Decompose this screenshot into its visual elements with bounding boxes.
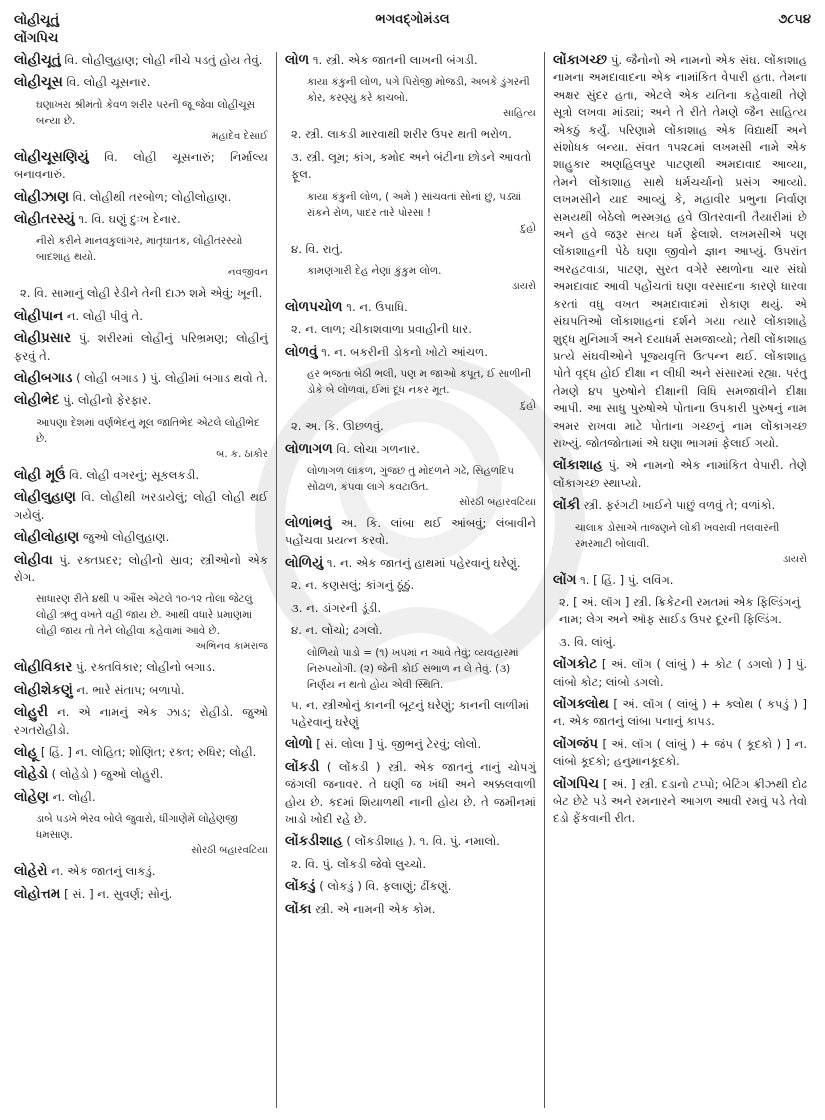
definition: ૧. વિ. ઘણું દુઃખ દેનાર. (78, 212, 181, 227)
entry-line (285, 736, 536, 753)
entry-line (553, 696, 807, 731)
quotation-source: સોરઠી બહારવટિયા (191, 845, 268, 857)
definition: વિ. લોહીથી તરબોળ; લોહીલોહાણ. (72, 189, 232, 204)
headword: લોળાગળ (285, 440, 333, 457)
definition: વિ. લોહીલુહાણ; લોહી નીચે પડતું હોય તેવું. (64, 53, 263, 67)
quotation (36, 415, 268, 463)
definition: પું. જૈનોનો એ નામનો એક સંઘ. લોંકાશાહ નામના અમદાવાદના એક નામાંકિત વેપારી હતા. તેમના અક્ષર સુંદર હતા, એટલે એક યતિના કહેવાથી તેણે સૂત્રો લખવા માંડ્યાં; અને તે રીતે તેમણે જૈન સાહિત્ય એકઠું કર્યું. પરિણામે લોંકાશાહ એક વિદ્યાર્થી અને સંશોધક બન્યા. સંવત ૧૫૨૮માં લખમસી નામે એક શાહુકાર અણહિલપુર પાટણથી અમદાવાદ આવ્યા, તેમને લોંકાશાહ સાથે ધર્મચર્ચાનો પ્રસંગ આવ્યો. લખમસીને યાદ આવ્યું કે, મહાવીર પ્રભુના નિર્વાણ સમયથી બેઠેલો ભસ્મગ્રહ હવે ઊતરવાની તૈયારીમાં છે અને હવે જરૂર સત્ય ધર્મ ફેલાશે. લખમસીએ પણ લોંકાશાહની પેઠે ઘણા જીવોને જ્ઞાન આપ્યું. ઉપરાંત અરહટવાડા, પાટણ, સુરત વગેરે સ્થળોના ચાર સંઘો અમદાવાદ આવી પહોંચતાં ઘણા વરસાદના કારણે ધારવા કરતાં વધુ વખત અમદાવાદમાં રોકાણ થયું. એ સંઘપતિઓ લોંકાશાહનાં દર્શને ગયા ત્યારે લોંકાશાહે શુદ્ધ મુનિમાર્ગ અને દયાધર્મ સમજાવ્યો; તેથી લોંકાશાહ પ્રત્યે સંઘવીઓને પૂજ્યવૃત્તિ ઉત્પન્ન થઈ. લોંકાશાહ પોતે વૃદ્ધ હોઈ દીક્ષા ન લીધી અને સંસારમાં રહ્યા. પરંતુ તેમણે ૪૫ પુરુષોને દીક્ષાની વિધિ સમજાવીને દીક્ષા આપી. આ સાધુ પુરુષોએ પોતાના ઉપકારી પુરુષનું નામ અમર રાખવા માટે પોતાના ગચ્છનું નામ લોંકાગચ્છ રાખ્યું. જોતજોતામાં એ ઘણા ભાગમાં ફેલાઈ ગયો. (553, 53, 807, 450)
quotation-text: કાયા કંકુની લોળ, પગે પિરોજી મોજડી, અબકે ડુંગરની કોર, કરણ્યું કરે કાચબો. (307, 76, 530, 105)
entry-line (14, 704, 268, 739)
headword: લોહીવા (14, 551, 53, 568)
headword: લોહીપ્રસાર (14, 330, 72, 347)
dictionary-entry (285, 833, 536, 873)
entry-line (285, 833, 536, 850)
headword: લોહીચૂતું (14, 52, 61, 68)
entry-line (14, 489, 268, 524)
entry-line (14, 149, 268, 184)
dictionary-entry (14, 330, 268, 365)
dictionary-columns (14, 52, 815, 1108)
headword: લોળાંભવું (285, 515, 332, 532)
dictionary-entry (14, 704, 268, 739)
quotation-text: નીરો કરીને માનવકુલાંગર, માતૃઘાતક, લોહીતરસ્યો બાદશાહ થયો. (36, 235, 243, 264)
dictionary-entry (553, 52, 807, 452)
headword: લોહીપાન (14, 307, 64, 324)
guide-word-first: લોહીચૂતું (14, 13, 60, 28)
headword: લોળો (285, 736, 313, 753)
sense-definition: ૨. ન. કણસલું; કાંગનું ઠૂંઠું. (291, 578, 415, 593)
entry-line (285, 878, 536, 895)
dictionary-entry (14, 489, 268, 524)
dictionary-entry (14, 370, 268, 387)
entry-line (14, 863, 268, 880)
headword: લોંગ (553, 571, 577, 588)
quotation (575, 520, 807, 568)
dictionary-entry (285, 759, 536, 829)
definition: [ અં. લૉંગ ( લાંબું ) + કોટ ( ડગલો ) ] પું. લાંબો કોટ; લાંબો ડગલો. (553, 657, 808, 689)
headword: લોહી મૂઉં (14, 466, 66, 483)
sense-definition: ૩. ન. ડાંગરની ડૂંડી. (291, 600, 382, 615)
dictionary-entry (285, 344, 536, 436)
quotation-text: કામણગારી દેહ નેણાં કુંકુમ લોળ. (307, 265, 442, 278)
dictionary-entry (14, 682, 268, 699)
headword: લોળિયું (285, 554, 324, 571)
dictionary-entry (14, 308, 268, 325)
definition: [ સં. લોલા ] પું. જીભનું ટેરવું; લોલો. (316, 737, 482, 752)
dictionary-entry (14, 863, 268, 880)
quotation-text: સાધારણ રીતે ૪થી ૫ ઔંસ એટલે ૧૦-૧૨ તોલા જેટલું લોહી ઋતુ વખતે વહી જાય છે. આથી વધારે પ્રમાણમાં લોહી જાય તો તેને લોહીવા કહેવામાં આવે છે. (36, 593, 253, 638)
headword: લોંગપિચ (553, 775, 600, 792)
definition: ન. એ નામનું એક ઝાડ; રોહીડો. જુઓ રગતરોહીડો. (14, 705, 269, 737)
definition: ( લોહી બગાડ ) પું. લોહીમાં બગાડ થવો તે. (76, 371, 268, 386)
entry-line (14, 886, 268, 903)
dictionary-entry (285, 878, 536, 895)
entry-line (553, 776, 807, 828)
headword: લોંકાગચ્છ (553, 52, 607, 68)
definition: ૧. સ્ત્રી. એક જાતની લાખની બંગડી. (312, 53, 478, 67)
headword: લોંકડી (285, 758, 320, 775)
book-title: ભગવદ્ગોમંડલ (375, 12, 450, 27)
definition: વિ. લોહી ચૂસનારું; નિર્માલ્ય બનાવનારું. (14, 149, 268, 182)
headword: લોંગક્લોથ (553, 696, 609, 712)
quotation-source: દુહો (520, 400, 536, 412)
headword: લોહોત્તમ (14, 885, 61, 902)
quotation-text: કાયા કંકુની લોળ, ( અમે ) સાંચવતાં સોનાં છું, પડ્યાં રાંકને રોળ, પાદર તારે પોરસા ! (307, 190, 522, 219)
dictionary-entry (14, 74, 268, 144)
definition: ન. લોહી પીવું તે. (66, 308, 143, 323)
entry-line (14, 659, 268, 676)
dictionary-entry (14, 392, 268, 462)
quotation-text: લોળાગળ લાંકળ, ગુંજછ તું મોદળને ગઢે, સિહળદિપ સોંઢાળ, કંપવા લાગે કવટાઉત. (307, 465, 514, 494)
definition: પું. રક્તપ્રદર; લોહીનો સ્રાવ; સ્ત્રીઓનો એક રોગ. (14, 552, 269, 584)
entry-line (14, 330, 268, 365)
entry-line (14, 52, 268, 69)
headword: લોહીલોહાણ (14, 529, 80, 546)
sense-definition: ૨. [ અં. લૉંગ ] સ્ત્રી. ક્રિકેટની રમતમાં એક ફિલ્ડિંગનું નામ; લેગ અને ઑફ સાઈડ ઉપર દૂરની ફિલ્ડિંગ. (559, 594, 801, 627)
quotation (307, 366, 536, 414)
entry-line (14, 189, 268, 206)
headword: લોહીચૂસ (14, 74, 63, 91)
dictionary-entry (285, 52, 536, 295)
quotation (307, 645, 536, 693)
headword: લોહીલુહાણ (14, 489, 76, 506)
entry-line (14, 744, 268, 761)
definition: પું. શરીરમાં લોહીનું પરિભ્રમણ; લોહીનું ફરવું તે. (14, 331, 269, 363)
sense-definition: ૫. ન. સ્ત્રીઓનું કાનની બૂટનું ઘરેણું; કાનની લાળીમાં પહેરવાનું ઘરેણું (291, 697, 530, 729)
headword: લોંગકોટ (553, 656, 598, 673)
headword: લોંકડીશાહ (285, 833, 343, 850)
definition: [ અં. ] સ્ત્રી. દડાનો ટપ્પો; બેટિંગ ક્રીઝથી દોઢ બેટ છેટે પડે અને રમનારને આગળ આવી રમવું પડે તેવો દડો ફેંકવાની રીત. (553, 776, 807, 826)
quotation-text: ઘણાખરા શ્રીમંતો કેવળ શરીર પરની જૂ જેવા લોહીચૂસ બન્યા છે. (36, 98, 255, 127)
dictionary-entry (14, 552, 268, 656)
headword: લોહીશેકણું (14, 681, 73, 698)
dictionary-entry (14, 766, 268, 783)
dictionary-entry (553, 572, 807, 652)
entry-line (285, 901, 536, 918)
quotation (36, 233, 268, 281)
dictionary-entry (285, 441, 536, 511)
dictionary-entry (14, 529, 268, 546)
quotation (36, 811, 268, 859)
sense-definition: ૪. વિ. રાતું. (291, 241, 343, 256)
entry-line (285, 759, 536, 829)
column-1 (14, 52, 276, 1108)
headword: લોહીતરસ્યું (14, 211, 75, 228)
definition: [ અં. લૉંગ ( લાંબું ) + જંપ ( કૂદકો ) ] ન. લાંબો કૂદકો; હનુમાનકૂદકો. (553, 736, 807, 769)
entry-line (285, 555, 536, 572)
quotation (36, 97, 268, 145)
definition: પું. લોહીનો ફેરફાર. (63, 393, 152, 408)
quotation-text: હર ભજતાં બેઠી ભલી, પણ મ જાઓ કપૂત, ઈ સાળીની ડોકે બે લોળવાં, ઈમાં દૂધ નકર મૂત. (307, 368, 532, 397)
definition: પું. એ નામનો એક નામાંકિત વેપારી. તેણે લોંકાગચ્છ સ્થાપ્યો. (553, 458, 808, 490)
sense-definition: ૨. ન. લાળ; ચીકાશવાળા પ્રવાહીની ધાર. (291, 322, 472, 337)
entry-line (553, 497, 807, 514)
entry-line (285, 441, 536, 458)
definition: ૧. [ હિં. ] પું. લવિંગ. (580, 572, 674, 587)
definition: ૧. ન. ઉપાધિ. (346, 300, 408, 315)
dictionary-entry (14, 149, 268, 184)
definition: ૧. ન. બકરીની ડોકનો ખોટો આંચળ. (321, 344, 488, 359)
sense-definition: ૪. ન. લોચો; ઢગલો. (291, 623, 383, 638)
dictionary-entry (14, 744, 268, 761)
entry-line (14, 789, 268, 806)
definition: સ્ત્રી. એ નામની એક કોમ. (315, 901, 436, 916)
guide-word-last: લોંગપિચ (14, 31, 59, 46)
entry-line (285, 52, 536, 69)
definition: ૧. ન. એક જાતનું હાથમાં પહેરવાનું ઘરેણું. (326, 555, 521, 570)
definition: વિ. લોહી ચૂસનાર. (66, 75, 151, 90)
definition: ન. ભારે સંતાપ; બળાપો. (76, 682, 185, 697)
headword: લોંગજંપ (553, 735, 598, 752)
quotation-source: દુહો (520, 222, 536, 234)
dictionary-entry (14, 789, 268, 859)
definition: વિ. લોહી વગરનું; સૂકલકડી. (69, 467, 200, 482)
quotation-text: લોળિયો પાડો = (૧) ખપમાં ન આવે તેવું; વ્યવહારમાં નિરુપયોગી. (૨) જેની કોઈ સંભાળ ન લે તેવું. (૩) નિર્ણય ન થતો હોય એવી સ્થિતિ. (307, 646, 519, 691)
dictionary-entry (285, 901, 536, 918)
sense-definition: ૨. અ. કિ. ઊછળવું. (291, 419, 384, 434)
entry-line (14, 682, 268, 699)
definition: વિ. લોચા ગળનાર. (336, 441, 420, 456)
page-header (14, 12, 811, 52)
quotation-source: અભિનવ કામરાજ (195, 641, 268, 653)
definition: ( લોંકડીશાહ ). ૧. વિ. પું. નમાલો. (346, 834, 500, 849)
dictionary-entry (553, 736, 807, 771)
entry-line (285, 299, 536, 316)
entry-line (553, 736, 807, 771)
headword: લોહીબગાડ (14, 370, 73, 387)
definition: વિ. લોહીથી ખરડાયેલું; લોહી લોહી થઈ ગયેલું. (14, 490, 268, 522)
column-2 (276, 52, 544, 1108)
headword: લોહુરી (14, 704, 49, 721)
dictionary-entry (14, 467, 268, 484)
page-number: ૭૮૫૪ (778, 12, 811, 27)
quotation (307, 74, 536, 122)
quotation (307, 263, 536, 295)
dictionary-entry (285, 515, 536, 550)
quotation-source: મહાદેવ દેસાઈ (211, 130, 268, 142)
definition: ( લોહેડો ) જુઓ લોહુરી. (51, 767, 164, 782)
dictionary-entry (14, 659, 268, 676)
entry-line (285, 344, 536, 361)
definition: ( લોકડું ) વિ. ફલાણું; ઢીંકણું. (319, 879, 452, 894)
sense-definition: ૨. વિ. પું. લોંકડી જેવો લુચ્ચો. (291, 856, 427, 871)
definition: જુઓ લોહીલુહાણ. (83, 530, 170, 545)
dictionary-entry (553, 776, 807, 828)
entry-line (14, 467, 268, 484)
headword: લોંકી (553, 497, 580, 514)
entry-line (14, 308, 268, 325)
headword: લોળપચોળ (285, 299, 343, 316)
entry-line (285, 515, 536, 550)
sense-definition: ૨. સ્ત્રી. લાકડી મારવાથી શરીર ઉપર થતી ભરોળ. (291, 127, 512, 142)
headword: લોહીવિકાર (14, 659, 73, 676)
headword: લોંકડું (285, 878, 316, 895)
headword: લોહીચૂસણિયું (14, 148, 89, 165)
quotation-text: આપણા દેશમાં વર્ણભેદનું મૂલ જાતિભેદ એટલે લોહીભેદ છે. (36, 416, 260, 445)
dictionary-entry (14, 52, 268, 69)
headword: લોહૂ (14, 743, 38, 760)
headword: લોહેરો (14, 863, 48, 880)
quotation-source: નવજીવન (228, 267, 268, 279)
dictionary-entry (14, 886, 268, 903)
entry-line (14, 74, 268, 91)
quotation (307, 463, 536, 511)
dictionary-entry (553, 457, 807, 492)
quotation-text: ડાબે પડખે ભેરવ બોલે જુવારો, ધીંગાણેમેં લોહેણજી ધમસાણ. (36, 813, 238, 842)
dictionary-entry (14, 189, 268, 206)
definition: ( લોંકડી ) સ્ત્રી. એક જાતનું નાનું ચોપગું જંગલી જનાવર. તે ઘણી જ ખંધી અને અક્કલવાળી હોય છે. કદમાં શિયાળથી નાની હોય છે. તે જમીનમાં ખાડો ખોદી રહે છે. (285, 759, 536, 826)
entry-line (553, 572, 807, 589)
headword: લોળવું (285, 343, 318, 360)
quotation (307, 189, 536, 237)
definition: ન. એક જાતનું લાકડું. (51, 864, 156, 879)
column-3 (544, 52, 815, 1108)
quotation (36, 591, 268, 655)
definition: [ સં. ] ન. સુવર્ણ; સોનું. (64, 886, 173, 901)
quotation-text: ચાલાક ડોસાએ તાજણને લોંકી ખવરાવી તલવારની રમરમાટી બોલાવી. (575, 521, 780, 550)
sense-definition: ૩. સ્ત્રી. લૂમ; કાંગ, કમોદ અને બંટીના છોડને આવતો ફૂલ. (291, 149, 532, 182)
quotation-source: ડાયરો (511, 281, 536, 293)
quotation-source: ડાયરો (782, 553, 807, 565)
dictionary-entry (285, 555, 536, 731)
definition: સ્ત્રી. ફરંગટી ખાઈને પાછું વળવું તે; વળાંકો. (583, 498, 776, 513)
entry-line (14, 552, 268, 587)
entry-line (14, 370, 268, 387)
entry-line (553, 656, 807, 691)
definition: પું. રક્તવિકાર; લોહીનો બગાડ. (76, 660, 216, 675)
headword: લોળ (285, 52, 310, 68)
dictionary-entry (14, 211, 268, 303)
entry-line (14, 211, 268, 228)
dictionary-entry (553, 497, 807, 567)
entry-line (14, 766, 268, 783)
definition: ન. લોહી. (52, 789, 96, 804)
quotation-source: સોરઠી બહારવટિયા (459, 497, 536, 509)
headword: લોંકા (285, 900, 312, 917)
headword: લોહેણ (14, 788, 49, 805)
dictionary-entry (285, 736, 536, 753)
headword: લોહેડો (14, 766, 48, 783)
dictionary-entry (285, 299, 536, 339)
dictionary-entry (553, 656, 807, 691)
entry-line (553, 457, 807, 492)
definition: [ હિં. ] ન. લોહિત; શોણિત; રક્ત; રુધિર; લોહી. (40, 744, 257, 759)
headword: લોંકાશાહ (553, 457, 603, 474)
definition: અ. કિ. લાંબા થઈ આંબવું; લંબાવીને પહોંચવા પ્રયત્ન કરવો. (285, 516, 536, 548)
entry-line (14, 529, 268, 546)
quotation-source: બ. ક. ઠાકોર (216, 448, 268, 460)
entry-line (553, 52, 807, 452)
definition: [ અં. લૉંગ ( લાંબું ) + ક્લોથ ( કપડું ) ] ન. એક જાતનું લાંબા પનાનું કાપડ. (553, 697, 807, 729)
sense-definition: ૩. વિ. લાંબું. (559, 634, 616, 649)
dictionary-entry (553, 696, 807, 731)
headword: લોહીભેદ (14, 392, 60, 409)
entry-line (14, 392, 268, 409)
headword: લોહીઝાણ (14, 188, 69, 205)
quotation-source: સાહિત્ય (503, 108, 536, 120)
sense-definition: ૨. વિ. સામાનું લોહી રેડીને તેની દાઝ શમે એવું; ખૂની. (20, 286, 263, 301)
